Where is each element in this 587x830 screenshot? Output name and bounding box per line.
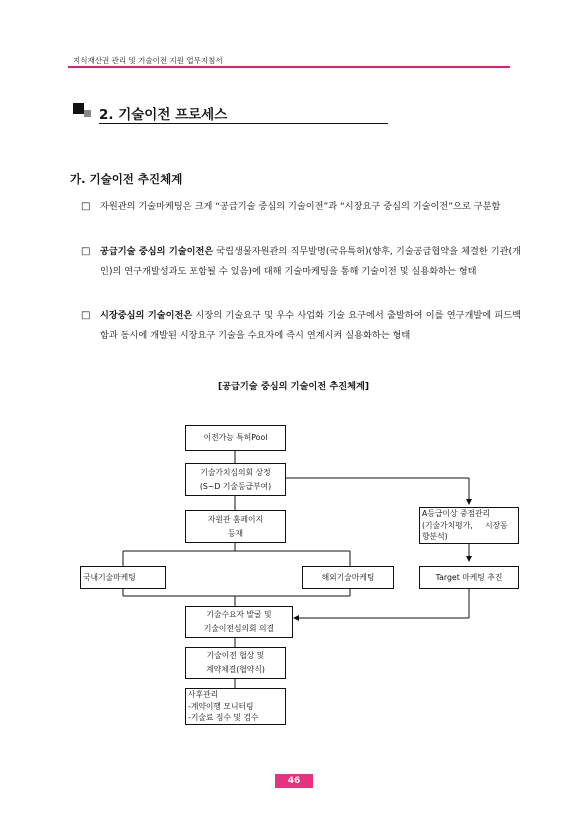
figure-caption: [공급기술 중심의 기술이전 추진체계] [217, 381, 370, 392]
paragraph-bold-lead: 시장중심의 기술이전은 [100, 310, 193, 321]
flow-node-contract: 기술이전 협상 및 계약체결(협약식) [185, 647, 286, 679]
paragraph-text: 시장의 기술요구 및 우수 사업화 기술 요구에서 출발하여 이를 연구개발에 피드백 함과 동시에 개발된 시장요구 기술을 수요자에 즉시 연계시켜 실용화하는 형태 [100, 310, 521, 341]
page-number: 46 [275, 774, 313, 788]
checkbox-bullet-icon: □ [81, 201, 91, 212]
subsection-title: 가. 기술이전 추진체계 [70, 172, 183, 186]
paragraph-text: 자원관의 기술마케팅은 크게 “공급기술 중심의 기술이전”과 “시장요구 중심의 기술이전”으로 구분함 [100, 201, 501, 212]
paragraph-text: 국립생물자원관의 직무발명(국유특허)(향후, 기술공급협약을 체결한 기관(개인)의 연구개발성과도 포함될 수 있음)에 대해 기술마케팅을 통해 기술이전 및 실용화하는 형태 [100, 246, 521, 277]
section-title: 2. 기술이전 프로세스 [99, 107, 228, 123]
flow-node-homepage: 자원관 홈페이지 등재 [185, 510, 286, 543]
paragraph-bold-lead: 공급기술 중심의 기술이전은 [100, 246, 214, 257]
flow-node-overseas: 해외기술마케팅 [302, 566, 394, 589]
checkbox-bullet-icon: □ [81, 310, 91, 321]
flow-node-after-care: 사후관리 -계약이행 모니터링 -기술료 징수 및 검수 [185, 688, 286, 725]
flow-node-a-grade: A등급이상 중점관리 (기술가치평가, 시장동 향분석) [419, 507, 519, 544]
flow-node-domestic: 국내기술마케팅 [80, 566, 166, 589]
running-header: 지식재산권 관리 및 기술이전 지원 업무지침서 [73, 56, 223, 65]
flow-node-value-review: 기술가치심의회 상정 (S~D 기술등급부여) [185, 463, 286, 496]
flow-node-target: Target 마케팅 추진 [419, 566, 519, 589]
flow-node-patent-pool: 이전가능 특허Pool [185, 425, 286, 451]
flow-node-demand: 기술수요자 발굴 및 기술이전심의회 의결 [185, 606, 293, 638]
checkbox-bullet-icon: □ [81, 246, 91, 257]
